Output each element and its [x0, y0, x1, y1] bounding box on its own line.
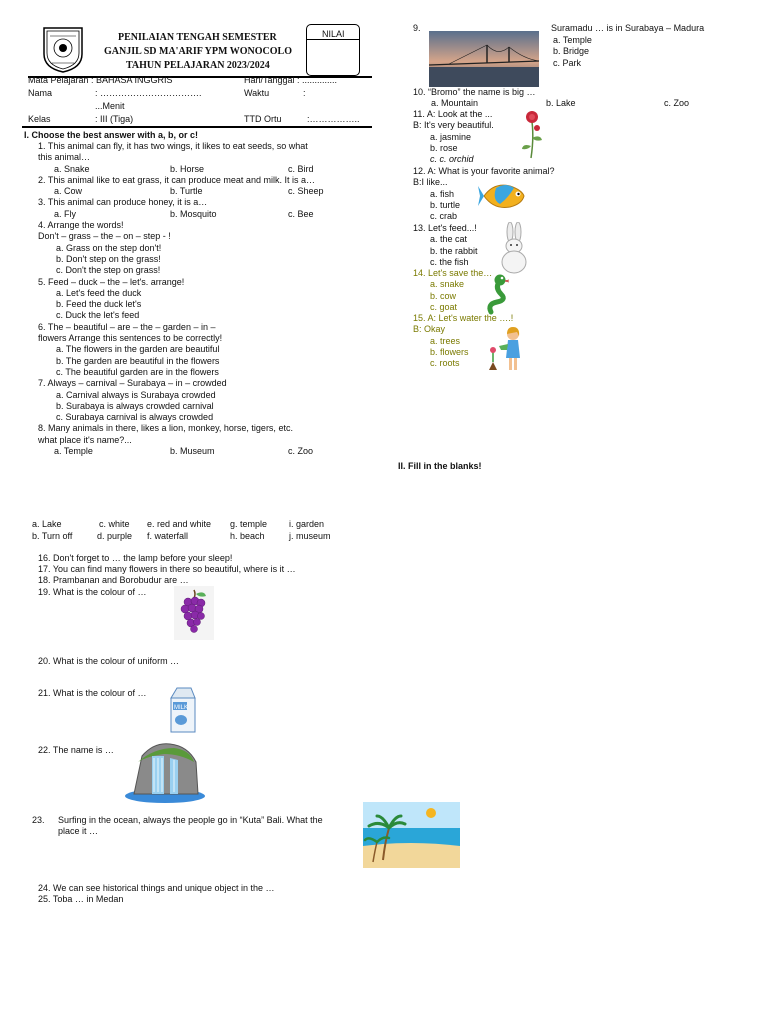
question-text: 14. Let's save the…	[413, 268, 493, 278]
option[interactable]: a. Fly	[54, 208, 77, 219]
option[interactable]: b. turtle	[430, 199, 461, 210]
question-text: B: Okay	[413, 324, 446, 335]
option[interactable]: c. Don't the step on grass!	[56, 265, 161, 276]
option[interactable]: a. Let's feed the duck	[56, 287, 142, 298]
option[interactable]: b. Horse	[170, 163, 205, 174]
q13	[413, 223, 478, 268]
option[interactable]: a. The flowers in the garden are beautiful	[56, 344, 220, 355]
word-option: c. white	[99, 519, 130, 529]
question-text: what place it's name?...	[38, 434, 132, 445]
kelas-value: : III (Tiga)	[95, 114, 134, 124]
q9-text: Suramadu … is in Surabaya – Madura	[551, 23, 705, 33]
fill-question: 20. What is the colour of uniform …	[38, 656, 180, 666]
option[interactable]: b. The garden are beautiful in the flowers	[56, 355, 220, 366]
option[interactable]: c. The beautiful garden are in the flowers	[56, 366, 219, 377]
question-text: 11. A: Look at the ...	[413, 109, 493, 119]
fill-question-number: 23.	[32, 815, 45, 825]
word-option: j. museum	[289, 531, 331, 541]
question-text: B:I like...	[413, 177, 448, 188]
ttd-field[interactable]: :……………..	[307, 114, 360, 124]
section2-heading: II. Fill in the blanks!	[398, 461, 482, 471]
fill-question: 17. You can find many flowers in there so beautiful, where is it …	[38, 564, 296, 574]
doc-title-1: PENILAIAN TENGAH SEMESTER	[118, 32, 277, 43]
section1-heading: I. Choose the best answer with a, b, or c!	[24, 130, 199, 140]
word-option: g. temple	[230, 519, 268, 529]
fill-question: 25. Toba … in Medan	[38, 894, 124, 904]
option[interactable]: c. Zoo	[664, 98, 690, 108]
rabbit-icon	[499, 222, 529, 274]
nilai-label: NILAI	[322, 29, 345, 39]
question-text: 4. Arrange the words!	[38, 220, 124, 231]
question-text: 12. A: What is your favorite animal?	[413, 166, 555, 176]
milk-carton-icon	[167, 686, 199, 734]
question-text: 3. This animal can produce honey, it is a…	[38, 197, 208, 208]
word-option: h. beach	[230, 531, 265, 541]
option[interactable]: c. Sheep	[288, 186, 324, 197]
question-text: 2. This animal like to eat grass, it can produce meat and milk. It is a…	[38, 174, 315, 185]
question-text: this animal…	[38, 152, 91, 163]
option[interactable]: a. Carnival always is Surabaya crowded	[56, 389, 216, 400]
question-text: 13. Let's feed...!	[413, 223, 477, 233]
rose-icon	[520, 108, 546, 160]
option[interactable]: c. crab	[430, 211, 458, 222]
fill-question: 16. Don't forget to … the lamp before your sleep!	[38, 553, 233, 563]
option[interactable]: a. Mountain	[431, 98, 479, 108]
q10-text: 10. “Bromo” the name is big …	[413, 87, 536, 97]
beach-icon	[363, 802, 460, 868]
option[interactable]: c. Bird	[288, 163, 314, 174]
info-rule	[22, 126, 372, 128]
snake-icon	[485, 272, 511, 316]
option[interactable]: c. goat	[430, 301, 458, 312]
option[interactable]: b. flowers	[430, 346, 469, 357]
question-text: Don't – grass – the – on – step - !	[38, 231, 171, 242]
option[interactable]: a. trees	[430, 335, 461, 346]
option[interactable]: a. snake	[430, 279, 465, 290]
option[interactable]: c. Zoo	[288, 446, 314, 457]
option[interactable]: b. cow	[430, 290, 457, 301]
doc-title-3: TAHUN PELAJARAN 2023/2024	[126, 60, 270, 71]
question-text: 8. Many animals in there, likes a lion, monkey, horse, tigers, etc.	[38, 423, 293, 434]
fill-question: Surfing in the ocean, always the people go in “Kuta” Bali. What the	[58, 815, 323, 825]
option[interactable]: b. Turtle	[170, 186, 203, 197]
question-text: 6. The – beautiful – are – the – garden – in –	[38, 321, 216, 332]
option[interactable]: b. Museum	[170, 446, 215, 457]
doc-title-2: GANJIL SD MA'ARIF YPM WONOCOLO	[104, 46, 292, 57]
word-option: f. waterfall	[147, 531, 189, 541]
option[interactable]: b. rose	[430, 142, 458, 153]
option[interactable]: a. fish	[430, 188, 455, 199]
question-text: flowers Arrange this sentences to be correctly!	[38, 333, 223, 344]
option[interactable]: c. Park	[553, 57, 582, 68]
fill-question: 18. Prambanan and Borobudur are …	[38, 575, 189, 585]
question-text: 15. A: Let's water the ….!	[413, 313, 514, 323]
option[interactable]: a. Grass on the step don't!	[56, 242, 162, 253]
option[interactable]: a. Temple	[553, 35, 592, 45]
fill-question: 22. The name is …	[38, 745, 114, 755]
kelas-label: Kelas	[28, 114, 51, 124]
fill-question: 19. What is the colour of …	[38, 587, 147, 597]
hari-label: Hari/Tanggal : ..............	[244, 75, 338, 85]
girl-watering-icon	[481, 326, 525, 374]
svg-text:MILK: MILK	[174, 705, 189, 711]
word-option: b. Turn off	[32, 531, 73, 541]
school-logo-icon	[40, 24, 86, 74]
q9-options	[553, 35, 592, 69]
question-text: 5. Feed – duck – the – let's. arrange!	[38, 276, 185, 287]
waterfall-icon	[124, 738, 206, 804]
option[interactable]: b. Surabaya is always crowded carnival	[56, 400, 214, 411]
option[interactable]: b. Feed the duck let's	[56, 299, 142, 310]
q11	[413, 109, 494, 165]
grapes-icon	[174, 586, 214, 640]
option[interactable]: a. Snake	[54, 163, 90, 174]
option[interactable]: c. Duck the let's feed	[56, 310, 140, 321]
option[interactable]: b. Bridge	[553, 46, 590, 57]
option[interactable]: c. c. orchid	[430, 154, 474, 165]
option[interactable]: c. Bee	[288, 208, 314, 219]
option[interactable]: c. the fish	[430, 256, 469, 267]
waktu-label: Waktu	[244, 88, 270, 98]
nama-label: Nama	[28, 88, 53, 98]
menit-label: ...Menit	[95, 101, 125, 111]
option[interactable]: b. Lake	[546, 98, 576, 108]
option[interactable]: b. the rabbit	[430, 245, 478, 256]
word-option: a. Lake	[32, 519, 62, 529]
word-option: d. purple	[97, 531, 133, 541]
question-text: 1. This animal can fly, it has two wings, it likes to eat seeds, so what	[38, 141, 308, 151]
mapel-label: Mata Pelajaran : BAHASA INGGRIS	[28, 75, 173, 85]
q9-number: 9.	[413, 23, 421, 33]
waktu-field: :	[303, 88, 306, 98]
section1-questions	[38, 141, 324, 457]
option[interactable]: c. roots	[430, 358, 460, 369]
question-text: B: It's very beautiful.	[413, 120, 494, 131]
option[interactable]: a. Temple	[54, 446, 93, 457]
word-option: i. garden	[289, 519, 325, 529]
option[interactable]: a. jasmine	[430, 131, 472, 142]
nama-field[interactable]: : …………………………….	[95, 88, 202, 98]
option[interactable]: a. the cat	[430, 234, 468, 245]
fill-question: place it …	[58, 826, 99, 836]
ttd-label: TTD Ortu	[244, 114, 282, 124]
option[interactable]: a. Cow	[54, 186, 83, 197]
option[interactable]: b. Don't step on the grass!	[56, 253, 161, 264]
fill-question: 24. We can see historical things and unique object in the …	[38, 883, 275, 893]
fish-icon	[478, 178, 530, 214]
option[interactable]: b. Mosquito	[170, 208, 217, 219]
question-text: 7. Always – carnival – Surabaya – in – crowded	[38, 378, 227, 389]
fill-question: 21. What is the colour of …	[38, 688, 147, 698]
q14	[413, 268, 492, 313]
word-option: e. red and white	[147, 519, 212, 529]
bridge-photo	[429, 31, 539, 87]
option[interactable]: c. Surabaya carnival is always crowded	[56, 412, 214, 423]
